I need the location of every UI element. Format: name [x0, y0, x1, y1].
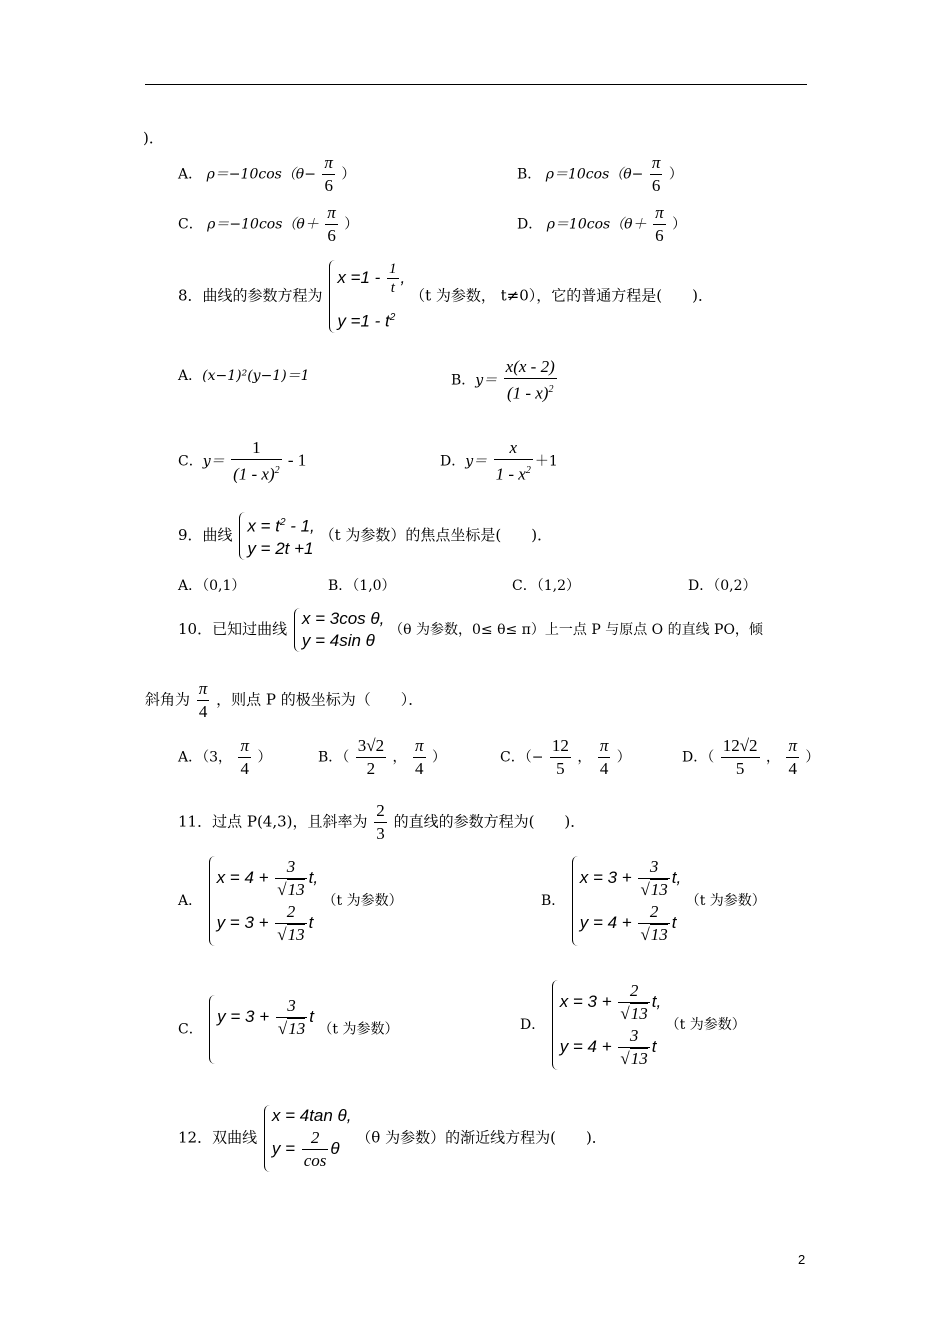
- fraction: $\frac{\pi}{6}$: [324, 153, 333, 195]
- q10-option-d: D．（ $\frac{12√2}{5}$ ， $\frac{\pi}{4}$ ）: [682, 736, 820, 778]
- equation-system: x = 4tan θ, y = $\frac{2}{\cos}$ θ: [262, 1105, 352, 1172]
- page-number: 2: [798, 1252, 806, 1267]
- q7-tail: )．: [143, 129, 164, 147]
- fraction: $\frac{\pi}{6}$: [651, 153, 661, 195]
- q7-option-d: D． ρ＝10cos（θ＋ $\frac{\pi}{6}$ ）: [517, 203, 687, 245]
- q11-option-d: D． x = 3 + $\frac{2}{√13}$ t, y = 4 + $\frac{3}{√13}$ t （t 为参数）: [520, 981, 746, 1068]
- q8-option-a: A．(x−1)²(y−1)＝1: [178, 368, 310, 384]
- equation-system: x = 3 + $\frac{3}{√13}$ t, y = 4 + $\frac{2}{√13}$ t: [570, 856, 682, 946]
- equation-system: $x = t^2 - 1$, y = 2t +1: [237, 512, 314, 560]
- q7-option-a: A． ρ＝−10cos（θ− $\frac{\pi}{6}$ ）: [178, 153, 356, 195]
- equation-system: x = 3cos θ, y = 4sin θ: [292, 608, 384, 652]
- q7-option-c: C． ρ＝−10cos（θ＋ $\frac{\pi}{6}$ ）: [178, 203, 359, 245]
- q11-stem: 11．过点 P(4,3)，且斜率为 $\frac{2}{3}$ 的直线的参数方程为( )．: [178, 801, 586, 843]
- q10-option-a: A．（3， $\frac{\pi}{4}$ ）: [178, 736, 272, 778]
- q10-option-c: C．（− $\frac{12}{5}$ ， $\frac{\pi}{4}$ ）: [500, 736, 631, 778]
- q8-option-d: D．y＝ $\frac{x}{1 - x^2}$ ＋1: [440, 438, 558, 484]
- fraction: $\frac{\pi}{6}$: [655, 203, 664, 245]
- q9-option-c: C．（1,2）: [512, 578, 580, 594]
- header-rule: [145, 84, 807, 85]
- q11-option-c: C． y = 3 + $\frac{3}{√13}$ t （t 为参数）: [178, 995, 398, 1064]
- equation-system: x =1 - $\frac{1}{t}$ , $y =1 - t^2$: [327, 260, 405, 333]
- equation-system: x = 3 + $\frac{2}{√13}$ t, y = 4 + $\frac{3}{√13}$ t: [550, 980, 662, 1070]
- q8-stem: 8．曲线的参数方程为 x =1 - $\frac{1}{t}$ , $y =1 - t^2$ （t 为参数， t≠0），它的普通方程是( )．: [178, 261, 713, 331]
- q10-stem-line2: 斜角为 $\frac{\pi}{4}$ ，则点 P 的极坐标为（ ）．: [145, 679, 424, 721]
- q11-option-b: B． x = 3 + $\frac{3}{√13}$ t, y = 4 + $\frac{2}{√13}$ t （t 为参数）: [541, 857, 766, 944]
- q11-option-a: A． x = 4 + $\frac{3}{√13}$ t, y = 3 + $\frac{2}{√13}$ t （t 为参数）: [178, 857, 403, 944]
- q8-option-c: C．y＝ $\frac{1}{(1 - x)^2}$ - 1: [178, 438, 307, 484]
- q9-stem: 9．曲线 $x = t^2 - 1$, y = 2t +1 （t 为参数）的焦点坐标是( )．: [178, 512, 552, 560]
- q12-stem: 12．双曲线 x = 4tan θ, y = $\frac{2}{\cos}$ θ （θ 为参数）的渐近线方程为( )．: [178, 1106, 607, 1170]
- q9-option-a: A．（0,1）: [178, 578, 246, 594]
- q9-option-d: D．（0,2）: [688, 578, 757, 594]
- equation-system: y = 3 + $\frac{3}{√13}$ t: [207, 995, 314, 1064]
- q8-option-b: B．y＝ $\frac{x(x - 2)}{(1 - x)^2}$: [451, 357, 555, 403]
- equation-system: x = 4 + $\frac{3}{√13}$ t, y = 3 + $\frac{2}{√13}$ t: [207, 856, 319, 946]
- q10-option-b: B．（ $\frac{3√2}{2}$ ， $\frac{\pi}{4}$ ）: [318, 736, 446, 778]
- q9-option-b: B．（1,0）: [328, 578, 396, 594]
- q10-stem: 10．已知过曲线 x = 3cos θ, y = 4sin θ （θ 为参数，0≤ θ≤ π）上一点 P 与原点 O 的直线 PO，倾: [178, 609, 763, 650]
- q7-option-b: B． ρ＝10cos（θ− $\frac{\pi}{6}$ ）: [517, 153, 683, 195]
- fraction: $\frac{\pi}{6}$: [327, 203, 336, 245]
